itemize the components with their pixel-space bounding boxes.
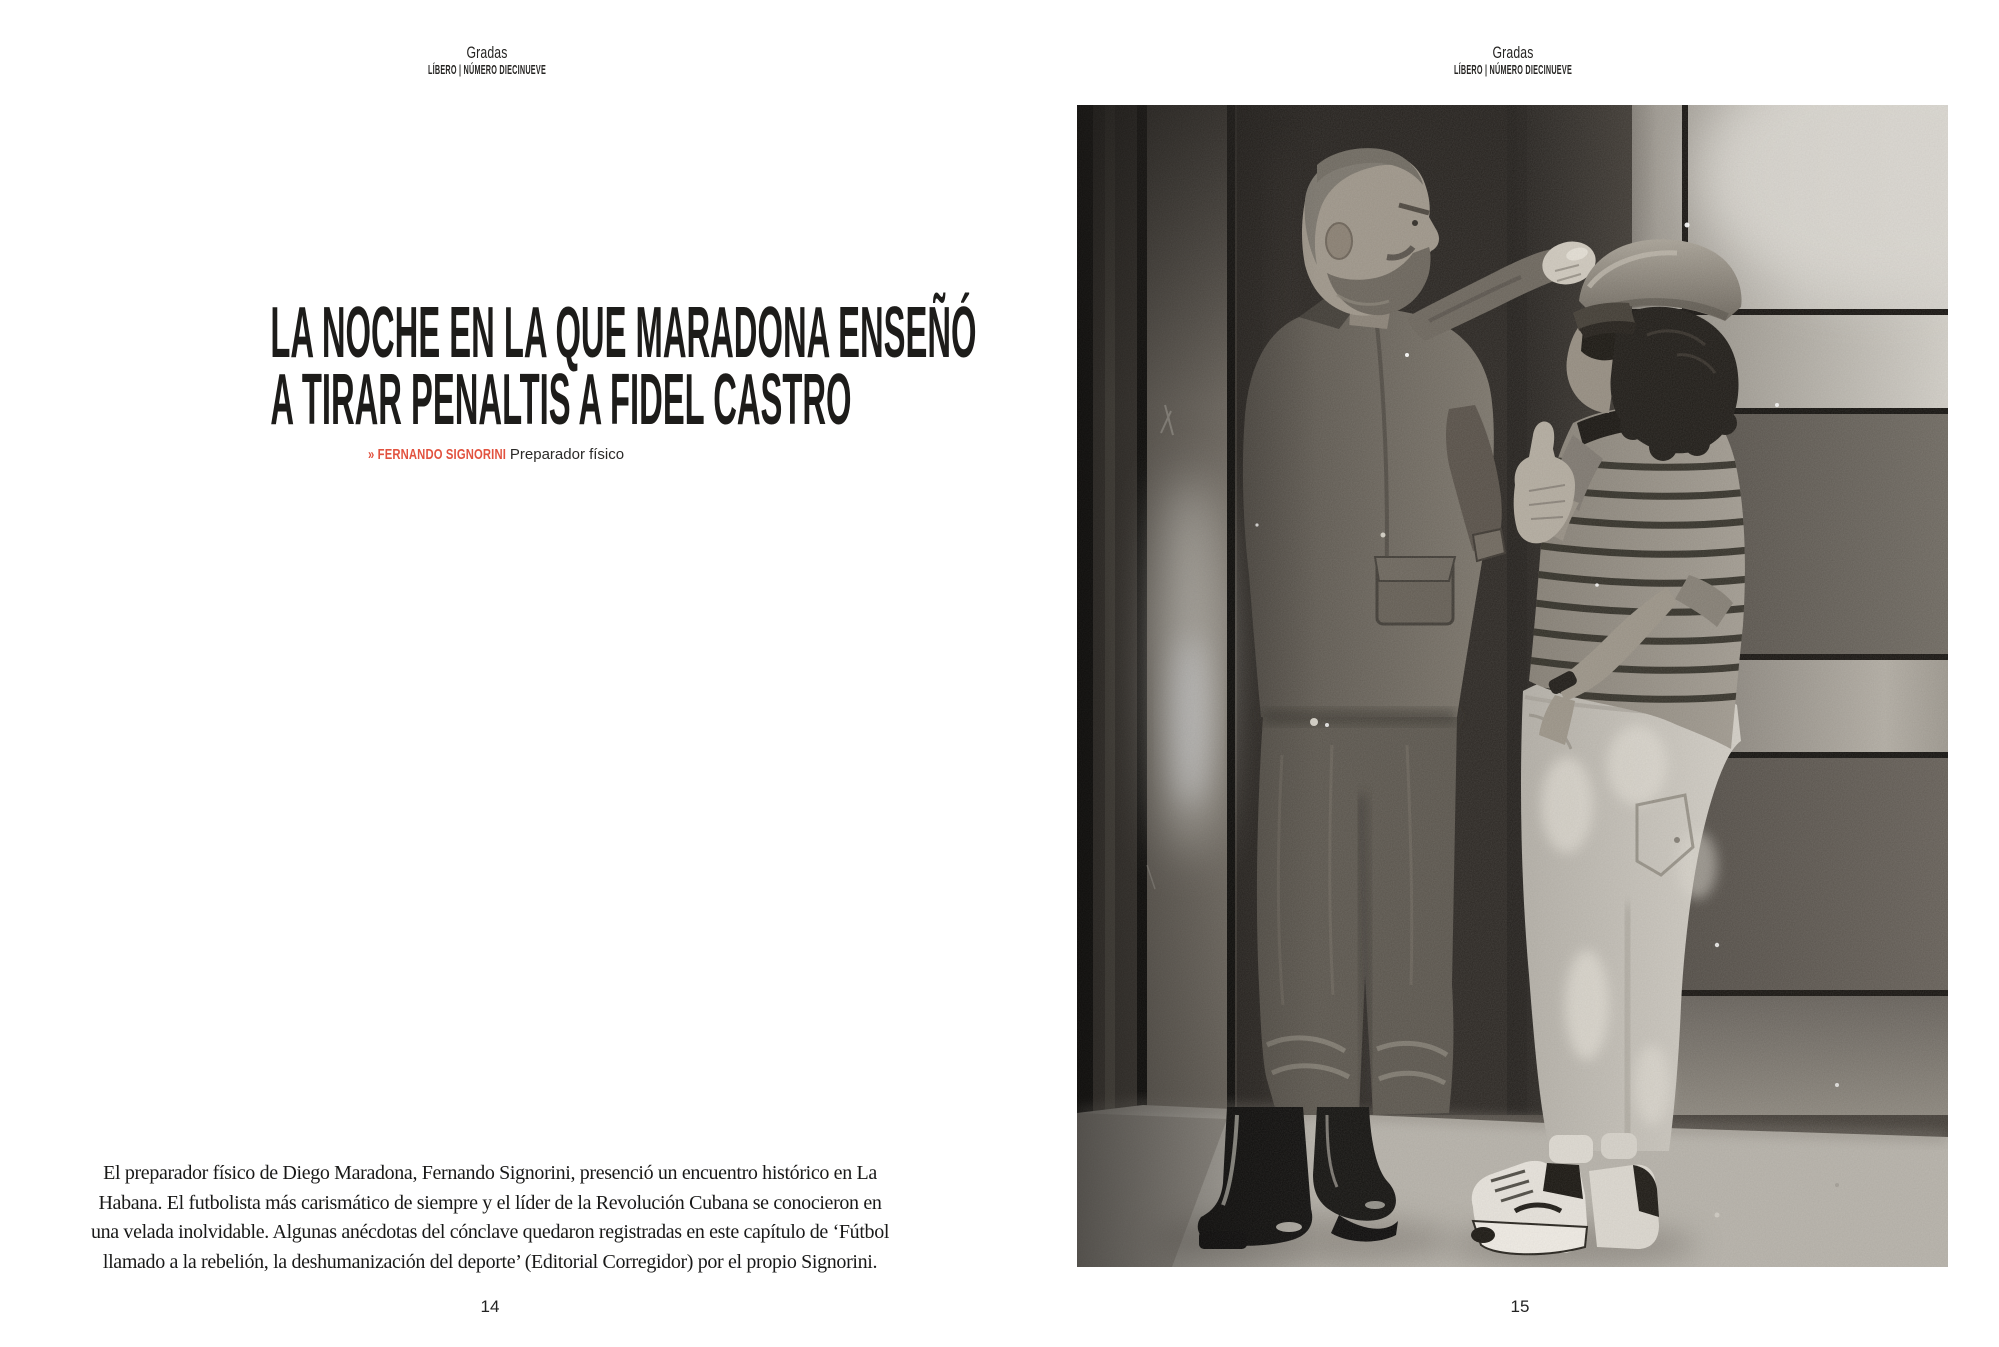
film-grain-overlay	[1077, 105, 1948, 1267]
article-title	[0, 293, 992, 440]
photo-castro-maradona	[1077, 105, 1948, 1267]
magazine-name: Gradas	[1492, 43, 1534, 62]
byline-author: » FERNANDO SIGNORINI	[367, 446, 506, 463]
magazine-name: Gradas	[466, 43, 508, 62]
left-page-number: 14	[480, 1297, 500, 1316]
magazine-issue: LÍBERO | NÚMERO DIECINUEVE	[427, 63, 547, 77]
right-page-number: 15	[1510, 1297, 1530, 1316]
left-page-header	[0, 44, 974, 77]
intro-line: El preparador físico de Diego Maradona, Fernando Signorini, presenció un encuentro histórico en La	[103, 1162, 877, 1184]
magazine-issue: LÍBERO | NÚMERO DIECINUEVE	[1453, 63, 1573, 77]
intro-line: una velada inolvidable. Algunas anécdotas del cónclave quedaron registradas en este capítulo de ‘Fútbol	[90, 1221, 890, 1243]
byline	[0, 446, 992, 463]
right-page-header	[1027, 44, 1999, 77]
photo-illustration	[1077, 105, 1948, 1267]
intro-line: Habana. El futbolista más carismático de siempre y el líder de la Revolución Cubana se conocieron en	[98, 1191, 882, 1214]
byline-role: Preparador físico	[509, 446, 625, 463]
intro-paragraph	[50, 1159, 930, 1277]
intro-line: llamado a la rebelión, la deshumanización del deporte’ (Editorial Corregidor) por el propio Signorini.	[102, 1250, 878, 1273]
article-title-line-2: A TIRAR PENALTIS A FIDEL CASTRO	[270, 360, 852, 440]
article-title-line-1: LA NOCHE EN LA QUE MARADONA ENSEÑÓ	[270, 293, 977, 373]
